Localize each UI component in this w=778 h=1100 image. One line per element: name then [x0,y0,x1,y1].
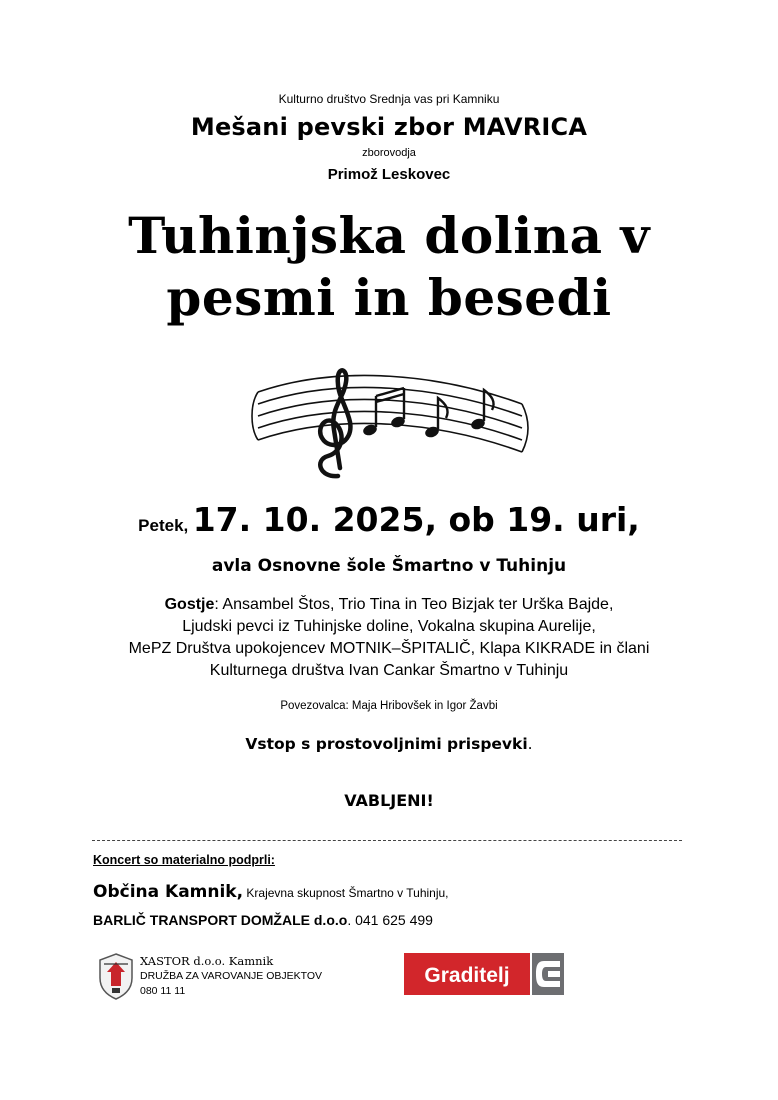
host-names: Povezovalca: Maja Hribovšek in Igor Žavbi [280,700,498,712]
welcome-text: VABLJENI! [344,791,434,810]
conductor-label: zborovodja [362,147,416,159]
sponsors-heading: Koncert so materialno podprli: [93,853,275,867]
event-day: Petek, [138,516,189,535]
xastor-description: DRUŽBA ZA VAROVANJE OBJEKTOV [140,970,323,982]
xastor-logo [97,952,347,1002]
choir-name: Mešani pevski zbor MAVRICA [190,113,588,141]
sponsor-line-2 [93,912,433,928]
graditelj-logo [404,953,564,995]
entry-note [0,735,778,753]
xastor-shield-icon [97,952,135,1000]
event-venue: avla Osnovne šole Šmartno v Tuhinju [211,556,567,576]
guests-line-4: Kulturnega društva Ivan Cankar Šmartno v Tuhinju [209,662,569,679]
entry-dot: . [527,735,533,753]
title-line-1: Tuhinjska dolina v [128,206,650,265]
sponsor-kamnik: Občina Kamnik, [93,882,244,902]
music-notes-icon [250,364,530,482]
guests-line-1: : Ansambel Štos, Trio Tina in Teo Bizjak ter Urška Bajde, [214,596,614,613]
guests-line-2: Ljudski pevci iz Tuhinjske doline, Vokalna skupina Aurelije, [182,618,596,635]
sponsor-line-1 [93,882,449,902]
sponsor-ks-smartno: Krajevna skupnost Šmartno v Tuhinju, [243,886,449,900]
sponsor-barlic: BARLIČ TRANSPORT DOMŽALE d.o.o [93,912,348,928]
event-title [0,205,778,329]
guests-list [0,594,778,682]
guests-label: Gostje [164,596,215,613]
graditelj-text: Graditelj [424,964,510,987]
divider [92,840,682,841]
event-date [0,500,778,539]
xastor-name: XASTOR d.o.o. Kamnik [140,954,274,968]
sponsor-barlic-phone: . 041 625 499 [347,912,433,928]
event-datetime: 17. 10. 2025, ob 19. uri, [192,500,640,539]
xastor-phone: 080 11 11 [140,985,186,997]
guests-line-3: MePZ Društva upokojencev MOTNIK–ŠPITALIČ, Klapa KIKRADE in člani [128,640,650,657]
title-line-2: pesmi in besedi [166,268,612,327]
organization-name: Kulturno društvo Srednja vas pri Kamniku [278,92,500,106]
conductor-name: Primož Leskovec [327,166,451,183]
entry-text: Vstop s prostovoljnimi prispevki [245,735,528,753]
